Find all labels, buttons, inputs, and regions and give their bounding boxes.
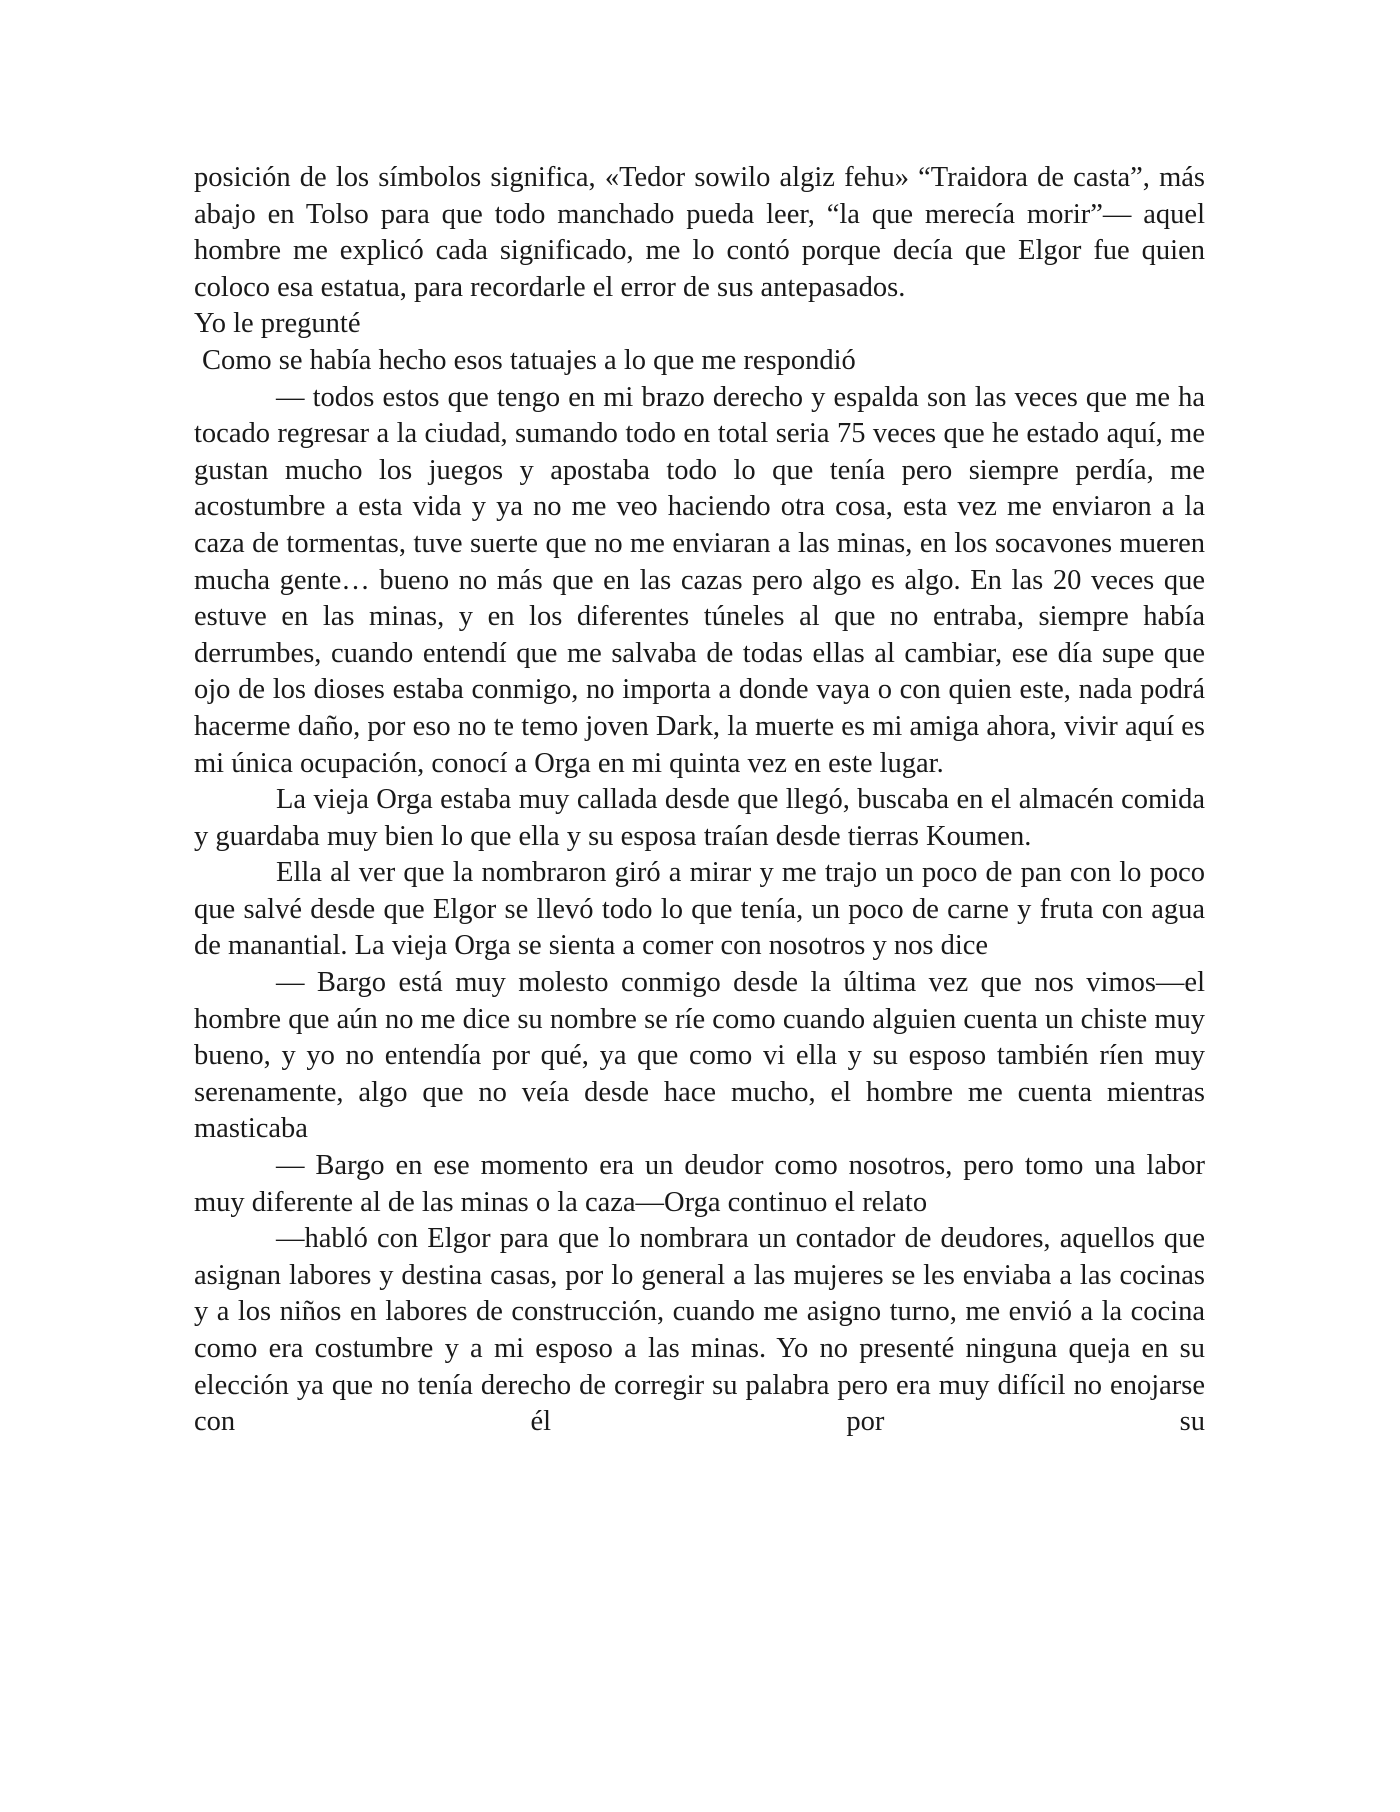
paragraph-statue-meaning: posición de los símbolos significa, «Tedor sowilo algiz fehu» “Traidora de casta”, más abajo en Tolso para que todo manchado pueda leer, “la que merecía morir”— aquel hombre me explicó cada significado, me lo contó porque decía que Elgor fue quien coloco esa estatua, para recordarle el error de sus antepasados. (194, 162, 1205, 303)
paragraph-orga-silent: La vieja Orga estaba muy callada desde que llegó, buscaba en el almacén comida y guardaba muy bien lo que ella y su esposa traían desde tierras Koumen. (194, 784, 1205, 852)
paragraph-bargo-angry: — Bargo está muy molesto conmigo desde la última vez que nos vimos—el hombre que aún no me dice su nombre se ríe como cuando alguien cuenta un chiste muy bueno, y yo no entendía por qué, ya que como vi ella y su esposo también ríen muy serenamente, algo que no veía desde hace mucho, el hombre me cuenta mientras masticaba (194, 967, 1205, 1145)
paragraph-elgor-counter: —habló con Elgor para que lo nombrara un contador de deudores, aquellos que asignan labores y destina casas, por lo general a las mujeres se les enviaba a las cocinas y a los niños en labores de construcción, cuando me asigno turno, me envió a la cocina como era costumbre y a mi esposo a las minas. Yo no presenté ninguna queja en su elección ya que no tenía derecho de corregir su palabra pero era muy difícil no enojarse con él por su (194, 1223, 1205, 1438)
paragraph-tattoo-question: Como se había hecho esos tatuajes a lo que me respondió (202, 344, 856, 376)
paragraph-bargo-debtor: — Bargo en ese momento era un deudor como nosotros, pero tomo una labor muy diferente al de las minas o la caza—Orga continuo el relato (194, 1150, 1205, 1218)
body-text (194, 160, 1205, 1441)
paragraph-orga-food: Ella al ver que la nombraron giró a mirar y me trajo un poco de pan con lo poco que salvé desde que Elgor se llevó todo lo que tenía, un poco de carne y fruta con agua de manantial. La vieja Orga se sienta a comer con nosotros y nos dice (194, 857, 1205, 962)
paragraph-question: Yo le pregunté (194, 308, 361, 340)
paragraph-tattoo-answer: — todos estos que tengo en mi brazo derecho y espalda son las veces que me ha tocado regresar a la ciudad, sumando todo en total seria 75 veces que he estado aquí, me gustan mucho los juegos y apostaba todo lo que tenía pero siempre perdía, me acostumbre a esta vida y ya no me veo haciendo otra cosa, esta vez me enviaron a la caza de tormentas, tuve suerte que no me enviaran a las minas, en los socavones mueren mucha gente… bueno no más que en las cazas pero algo es algo. En las 20 veces que estuve en las minas, y en los diferentes túneles al que no entraba, siempre había derrumbes, cuando entendí que me salvaba de todas ellas al cambiar, ese día supe que ojo de los dioses estaba conmigo, no importa a donde vaya o con quien este, nada podrá hacerme daño, por eso no te temo joven Dark, la muerte es mi amiga ahora, vivir aquí es mi única ocupación, conocí a Orga en mi quinta vez en este lugar. (194, 381, 1205, 779)
